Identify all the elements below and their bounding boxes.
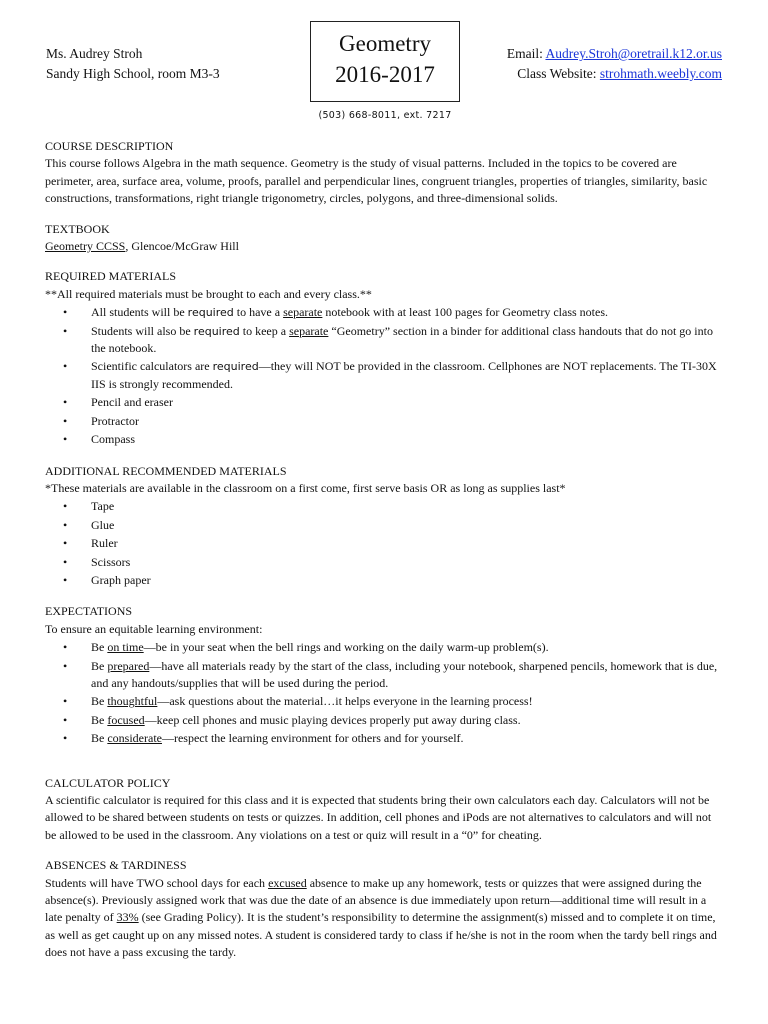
item-text: Scientific calculators are bbox=[91, 359, 213, 374]
list-item: • Tape bbox=[45, 498, 725, 515]
additional-materials-note: *These materials are available in the classroom on a first come, first serve basis OR as long as supplies last* bbox=[45, 480, 566, 495]
calculator-policy-text: A scientific calculator is required for this class and it is expected that students bring their own calculators each day. Calculators will not be allowed to be shared between students on tests or quizzes. In addition, cell phones and iPods are not alternatives to calculators and will not be allowed to be used in the classroom. Any violations on a test or quiz will result in a “0” for cheating. bbox=[45, 793, 712, 842]
school-room: Sandy High School, room M3-3 bbox=[46, 66, 220, 81]
item-emphasis: required bbox=[212, 360, 259, 374]
item-emphasis: required bbox=[187, 306, 234, 320]
additional-materials-list bbox=[45, 498, 725, 589]
list-item: • Glue bbox=[45, 517, 725, 534]
list-item bbox=[45, 712, 725, 729]
list-item bbox=[45, 730, 725, 747]
course-description-heading: COURSE DESCRIPTION bbox=[45, 139, 174, 153]
list-item bbox=[45, 639, 725, 656]
expectations-intro: To ensure an equitable learning environment: bbox=[45, 621, 263, 636]
phone-number: (503) 668-8011, ext. 7217 bbox=[318, 110, 452, 121]
list-item bbox=[45, 304, 725, 321]
item-text: Be bbox=[91, 694, 108, 709]
item-emphasis: required bbox=[193, 324, 240, 338]
email-label: Email: bbox=[506, 46, 546, 61]
item-underline: separate bbox=[289, 323, 329, 338]
list-item: • Compass bbox=[45, 431, 725, 448]
textbook-publisher: , Glencoe/McGraw Hill bbox=[125, 239, 239, 254]
item-text: “Geometry” section in a binder for additional class handouts that do not go into the notebook. bbox=[91, 323, 713, 356]
email-link[interactable]: Audrey.Stroh@oretrail.k12.or.us bbox=[545, 46, 722, 61]
textbook-line bbox=[45, 238, 725, 255]
additional-materials-heading: ADDITIONAL RECOMMENDED MATERIALS bbox=[45, 463, 287, 478]
course-description-text: This course follows Algebra in the math sequence. Geometry is the study of visual patterns. Included in the topics to be covered are perimeter, area, surface area, volume, proofs, parallel and perpendicular lines, congruent triangles, properties of triangles, similarity, basic constructions, transformations, right triangle trigonometry, circles, polygons, and three-dimensional solids. bbox=[45, 156, 708, 206]
absences-text-part: Students will have TWO school days for each bbox=[45, 875, 269, 890]
item-text: —keep cell phones and music playing devices properly put away during class. bbox=[144, 712, 521, 727]
late-penalty: 33% bbox=[116, 910, 139, 925]
item-text: to keep a bbox=[239, 323, 290, 338]
item-text: —be in your seat when the bell rings and working on the daily warm-up problem(s). bbox=[143, 640, 549, 655]
item-underline: considerate bbox=[107, 731, 162, 746]
list-item: • Graph paper bbox=[45, 572, 725, 589]
list-item: • Protractor bbox=[45, 413, 725, 430]
item-text: —have all materials ready by the start of the class, including your notebook, sharpened pencils, homework that is due, and any handouts/supplies that will be used during the period. bbox=[91, 658, 718, 690]
item-text: to have a bbox=[233, 305, 284, 320]
absences-heading: ABSENCES & TARDINESS bbox=[45, 858, 187, 873]
item-text: All students will be bbox=[91, 305, 188, 320]
item-text: Be bbox=[91, 712, 108, 727]
item-underline: thoughtful bbox=[107, 694, 158, 709]
school-year: 2016-2017 bbox=[335, 62, 435, 87]
item-underline: separate bbox=[283, 305, 323, 320]
list-item bbox=[45, 323, 725, 358]
email-line bbox=[507, 44, 722, 64]
website-line bbox=[507, 64, 722, 84]
item-text: Be bbox=[91, 658, 108, 673]
calculator-policy-heading: CALCULATOR POLICY bbox=[45, 775, 171, 790]
teacher-name: Ms. Audrey Stroh bbox=[46, 46, 143, 61]
textbook-title: Geometry CCSS bbox=[45, 239, 126, 254]
item-text: —ask questions about the material…it helps everyone in the learning process! bbox=[157, 694, 533, 709]
list-item: • Scissors bbox=[45, 554, 725, 571]
list-item bbox=[45, 658, 725, 693]
syllabus-body bbox=[45, 138, 725, 962]
item-text: Be bbox=[91, 640, 108, 655]
required-materials-note: **All required materials must be brought to each and every class.** bbox=[45, 286, 372, 301]
item-text: —respect the learning environment for others and for yourself. bbox=[161, 731, 464, 746]
contact-info bbox=[507, 44, 722, 84]
expectations-list bbox=[45, 639, 725, 747]
list-item: • Pencil and eraser bbox=[45, 394, 725, 411]
course-title: Geometry bbox=[339, 31, 431, 56]
textbook-heading: TEXTBOOK bbox=[45, 221, 110, 236]
course-title-box bbox=[310, 21, 460, 102]
absences-text-part: absence to make up any homework, tests or quizzes that were assigned during the absence(s). Previously assigned work that was due the date of an absence is due immediately upon return—additional time will result in a late penalty of bbox=[45, 875, 707, 925]
required-materials-list bbox=[45, 304, 725, 448]
absences-underline: excused bbox=[268, 875, 307, 890]
item-text: —they will NOT be provided in the classroom. Cellphones are NOT replacements. The TI-30X IIS is strongly recommended. bbox=[91, 359, 717, 391]
absences-text bbox=[45, 875, 725, 962]
item-text: Be bbox=[91, 731, 108, 746]
list-item bbox=[45, 358, 725, 393]
required-materials-heading: REQUIRED MATERIALS bbox=[45, 269, 176, 284]
item-text: notebook with at least 100 pages for Geometry class notes. bbox=[322, 305, 608, 320]
teacher-info bbox=[46, 44, 220, 84]
item-underline: focused bbox=[107, 712, 145, 727]
item-text: Students will also be bbox=[91, 323, 194, 338]
list-item bbox=[45, 693, 725, 710]
website-label: Class Website: bbox=[517, 66, 600, 81]
list-item: • Ruler bbox=[45, 535, 725, 552]
item-underline: prepared bbox=[107, 658, 150, 673]
expectations-heading: EXPECTATIONS bbox=[45, 604, 133, 619]
item-underline: on time bbox=[107, 640, 144, 655]
absences-text-part: (see Grading Policy). It is the student’s responsibility to determine the assignment(s) missed and to complete it on time, as well as get caught up on any missed notes. A student is considered tardy to class if he/she is not in the room when the tardy bell rings and does not have a pass excusing the tardy. bbox=[45, 910, 717, 960]
website-link[interactable]: strohmath.weebly.com bbox=[599, 66, 722, 81]
